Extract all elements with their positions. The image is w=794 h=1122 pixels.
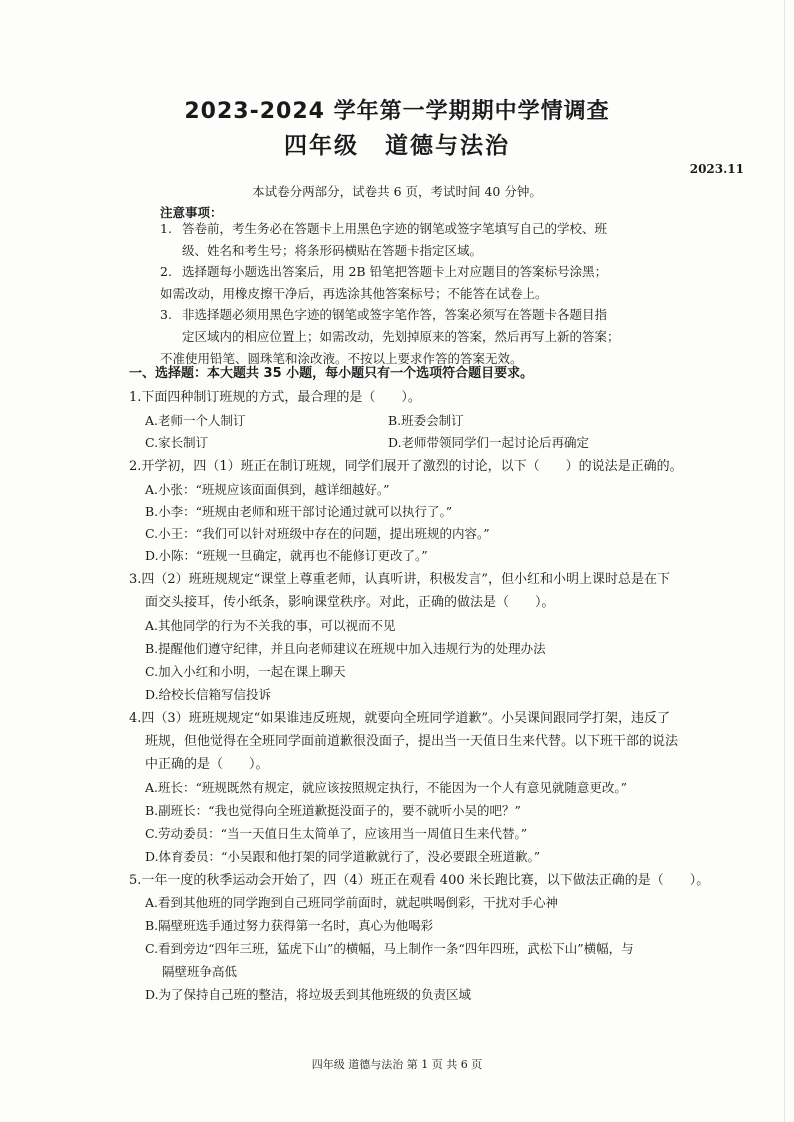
note-number: 3. <box>160 307 172 322</box>
grade-label: 四年级 <box>284 133 359 159</box>
notes-heading: 注意事项： <box>160 205 223 220</box>
question-5-option-d: D.为了保持自己班的整洁，将垃圾丢到其他班级的负责区域 <box>145 987 472 1002</box>
exam-date: 2023.11 <box>689 162 744 176</box>
note-line: 不准使用铅笔、圆珠笔和涂改液。不按以上要求作答的答案无效。 <box>160 351 523 366</box>
exam-subtitle <box>0 127 794 160</box>
question-1-option-a: A.老师一个人制订 <box>145 413 246 428</box>
scan-edge-line <box>784 0 785 1122</box>
question-4-option-a: A.班长：“班规既然有规定，就应该按照规定执行，不能因为一个人有意见就随意更改。” <box>145 780 628 795</box>
question-4-option-d: D.体育委员：“小吴跟和他打架的同学道歉就行了，没必要跟全班道歉。” <box>145 849 541 864</box>
note-line: 选择题每小题选出答案后，用 2B 铅笔把答题卡上对应题目的答案标号涂黑； <box>182 264 608 279</box>
question-1-stem: 1.下面四种制订班规的方式，最合理的是（ ）。 <box>129 390 421 405</box>
note-line: 如需改动，用橡皮擦干净后，再选涂其他答案标号；不能答在试卷上。 <box>160 286 548 301</box>
page-footer: 四年级 道德与法治 第 1 页 共 6 页 <box>311 1058 483 1071</box>
question-4-option-b: B.副班长：“我也觉得向全班道歉挺没面子的，要不就听小吴的吧？” <box>145 803 521 818</box>
exam-intro: 本试卷分两部分，试卷共 6 页，考试时间 40 分钟。 <box>252 184 542 199</box>
question-2-option-c: C.小王：“我们可以针对班级中存在的问题，提出班规的内容。” <box>145 526 490 541</box>
question-1-option-c: C.家长制订 <box>145 435 209 450</box>
question-5-option-b: B.隔壁班选手通过努力获得第一名时，真心为他喝彩 <box>145 918 434 933</box>
question-3-option-b: B.提醒他们遵守纪律，并且向老师建议在班规中加入违规行为的处理办法 <box>145 641 546 656</box>
question-2-stem: 2.开学初，四（1）班正在制订班规，同学们展开了激烈的讨论，以下（ ）的说法是正确的。 <box>129 459 683 474</box>
exam-title: 2023-2024 学年第一学期期中学情调查 <box>184 99 610 124</box>
question-2-option-b: B.小李：“班规由老师和班干部讨论通过就可以执行了。” <box>145 504 453 519</box>
question-5-option-c-cont: 隔壁班争高低 <box>162 964 238 979</box>
section-heading: 一、选择题：本大题共 35 小题，每小题只有一个选项符合题目要求。 <box>129 366 534 381</box>
question-2-option-d: D.小陈：“班规一旦确定，就再也不能修订更改了。” <box>145 548 428 563</box>
note-item-2 <box>160 261 607 305</box>
question-3-stem-line-2: 面交头接耳，传小纸条，影响课堂秩序。对此，正确的做法是（ ）。 <box>145 595 555 610</box>
question-4-stem-line-3: 中正确的是（ ）。 <box>145 757 269 772</box>
question-1-option-d: D.老师带领同学们一起讨论后再确定 <box>388 435 590 450</box>
question-3-option-d: D.给校长信箱写信投诉 <box>145 687 272 702</box>
question-3-stem-line-1: 3.四（2）班班规规定“课堂上尊重老师，认真听讲，积极发言”，但小红和小明上课时总是在下 <box>129 572 670 587</box>
note-line: 答卷前，考生务必在答题卡上用黑色字迹的钢笔或签字笔填写自己的学校、班 <box>182 221 608 236</box>
subject-label: 道德与法治 <box>385 133 510 159</box>
question-1-option-b: B.班委会制订 <box>388 413 464 428</box>
question-5-option-a: A.看到其他班的同学跑到自己班同学前面时，就起哄喝倒彩，干扰对手心神 <box>145 895 559 910</box>
question-2-option-a: A.小张：“班规应该面面俱到，越详细越好。” <box>145 482 390 497</box>
note-number: 1. <box>160 221 172 236</box>
question-3-option-c: C.加入小红和小明，一起在课上聊天 <box>145 664 346 679</box>
note-item-1 <box>160 218 607 262</box>
note-line: 非选择题必须用黑色字迹的钢笔或签字笔作答，答案必须写在答题卡各题目指 <box>182 307 608 322</box>
question-4-option-c: C.劳动委员：“当一天值日生太简单了，应该用当一周值日生来代替。” <box>145 826 528 841</box>
question-5-option-c: C.看到旁边“四年三班，猛虎下山”的横幅，马上制作一条“四年四班，武松下山”横幅，与 <box>145 941 634 956</box>
note-line: 级、姓名和考生号；将条形码横贴在答题卡指定区域。 <box>182 243 483 258</box>
question-4-stem-line-2: 班规，但他觉得在全班同学面前道歉很没面子，提出当一天值日生来代替。以下班干部的说法 <box>145 734 679 749</box>
note-number: 2. <box>160 264 172 279</box>
question-4-stem-line-1: 4.四（3）班班规规定“如果谁违反班规，就要向全班同学道歉”。小吴课间跟同学打架，违反了 <box>129 711 670 726</box>
note-item-3 <box>160 304 620 370</box>
note-line: 定区域内的相应位置上；如需改动，先划掉原来的答案，然后再写上新的答案； <box>182 329 620 344</box>
question-3-option-a: A.其他同学的行为不关我的事，可以视而不见 <box>145 618 396 633</box>
question-5-stem: 5.一年一度的秋季运动会开始了，四（4）班正在观看 400 米长跑比赛，以下做法正确的是（ ）。 <box>129 873 710 888</box>
